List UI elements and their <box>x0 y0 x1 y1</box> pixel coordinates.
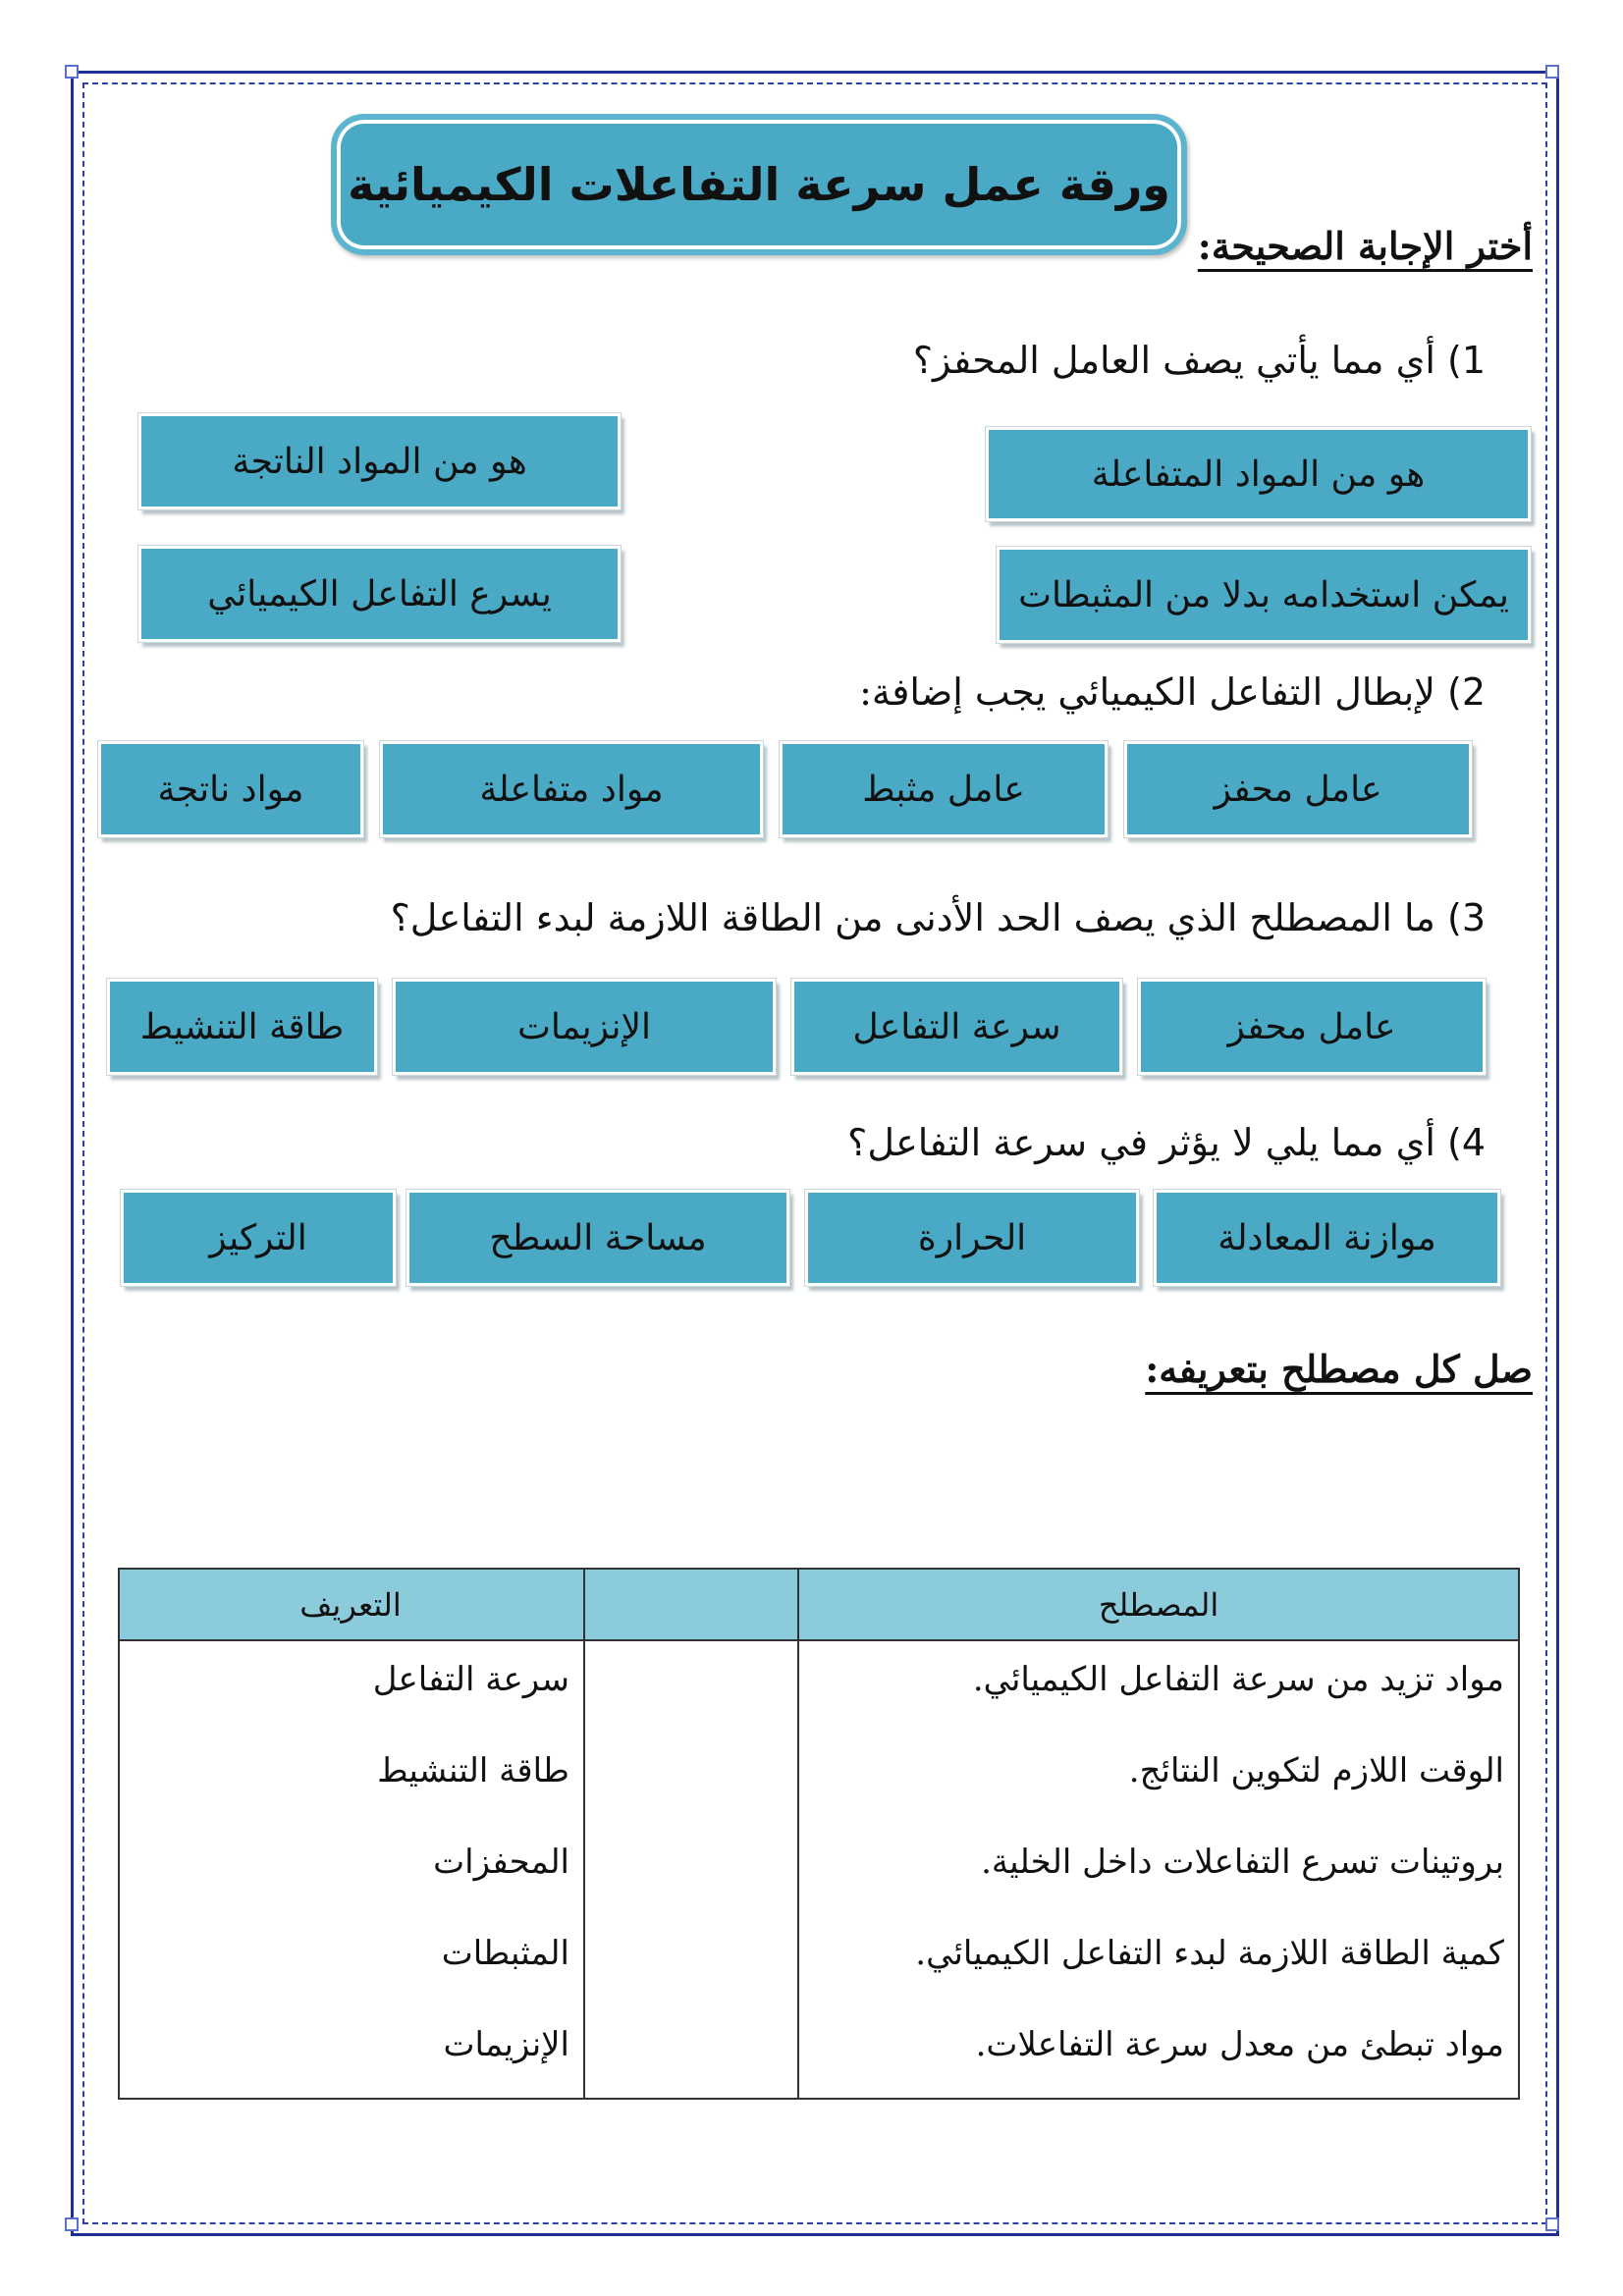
definition-cell: المثبطات <box>441 1934 569 1973</box>
term-cell: مواد تزيد من سرعة التفاعل الكيميائي. <box>972 1660 1504 1699</box>
page-title: ورقة عمل سرعة التفاعلات الكيميائية <box>348 158 1170 211</box>
definition-cell: المحفزات <box>433 1842 569 1882</box>
table-header-row <box>120 1570 1518 1641</box>
corner-ornament <box>1545 2217 1559 2231</box>
answer-option[interactable]: التركيز <box>121 1190 396 1286</box>
corner-ornament <box>65 65 79 79</box>
question-text: ما المصطلح الذي يصف الحد الأدنى من الطاقة اللازمة لبدء التفاعل؟ <box>390 896 1435 939</box>
term-cell: كمية الطاقة اللازمة لبدء التفاعل الكيميائي. <box>915 1934 1504 1973</box>
answer-option[interactable]: عامل محفز <box>1124 741 1472 837</box>
corner-ornament <box>65 2217 79 2231</box>
header-definition: التعريف <box>299 1585 402 1624</box>
answer-option[interactable]: عامل مثبط <box>780 741 1108 837</box>
answer-option[interactable]: يمكن استخدامه بدلا من المثبطات <box>997 547 1531 643</box>
definition-cell: سرعة التفاعل <box>372 1660 569 1699</box>
question-1 <box>913 339 1486 382</box>
title-banner <box>331 114 1187 255</box>
definition-cell: الإنزيمات <box>443 2025 569 2064</box>
question-4 <box>847 1121 1486 1164</box>
corner-ornament <box>1545 65 1559 79</box>
answer-option[interactable]: الحرارة <box>805 1190 1139 1286</box>
section-heading-choose: أختر الإجابة الصحيحة: <box>1197 224 1533 268</box>
header-term: المصطلح <box>1098 1585 1219 1624</box>
answer-option[interactable]: موازنة المعادلة <box>1154 1190 1500 1286</box>
term-cell: مواد تبطئ من معدل سرعة التفاعلات. <box>975 2025 1504 2064</box>
column-divider <box>797 1570 799 2098</box>
answer-option[interactable]: مساحة السطح <box>406 1190 789 1286</box>
question-number: 3) <box>1446 896 1486 939</box>
question-number: 1) <box>1446 339 1486 382</box>
question-number: 4) <box>1446 1121 1486 1164</box>
answer-option[interactable]: عامل محفز <box>1138 979 1486 1075</box>
answer-option[interactable]: طاقة التنشيط <box>107 979 377 1075</box>
section-heading-match: صل كل مصطلح بتعريفه: <box>1145 1347 1533 1391</box>
matching-table <box>118 1568 1520 2100</box>
question-number: 2) <box>1446 670 1486 714</box>
header-blank <box>585 1570 797 1639</box>
term-cell: بروتينات تسرع التفاعلات داخل الخلية. <box>981 1842 1504 1882</box>
question-text: أي مما يلي لا يؤثر في سرعة التفاعل؟ <box>847 1121 1435 1164</box>
definition-cell: طاقة التنشيط <box>377 1751 569 1790</box>
answer-option[interactable]: هو من المواد المتفاعلة <box>986 427 1531 521</box>
answer-option[interactable]: يسرع التفاعل الكيميائي <box>138 546 621 642</box>
answer-option[interactable]: سرعة التفاعل <box>791 979 1122 1075</box>
term-cell: الوقت اللازم لتكوين النتائج. <box>1128 1751 1504 1790</box>
column-divider <box>583 1570 585 2098</box>
question-text: أي مما يأتي يصف العامل المحفز؟ <box>912 339 1435 382</box>
answer-option[interactable]: الإنزيمات <box>393 979 776 1075</box>
answer-option[interactable]: مواد ناتجة <box>98 741 363 837</box>
answer-option[interactable]: مواد متفاعلة <box>380 741 763 837</box>
answer-option[interactable]: هو من المواد الناتجة <box>138 413 621 509</box>
question-text: لإبطال التفاعل الكيميائي يجب إضافة: <box>859 670 1435 714</box>
question-3 <box>391 896 1486 939</box>
question-2 <box>859 670 1486 714</box>
